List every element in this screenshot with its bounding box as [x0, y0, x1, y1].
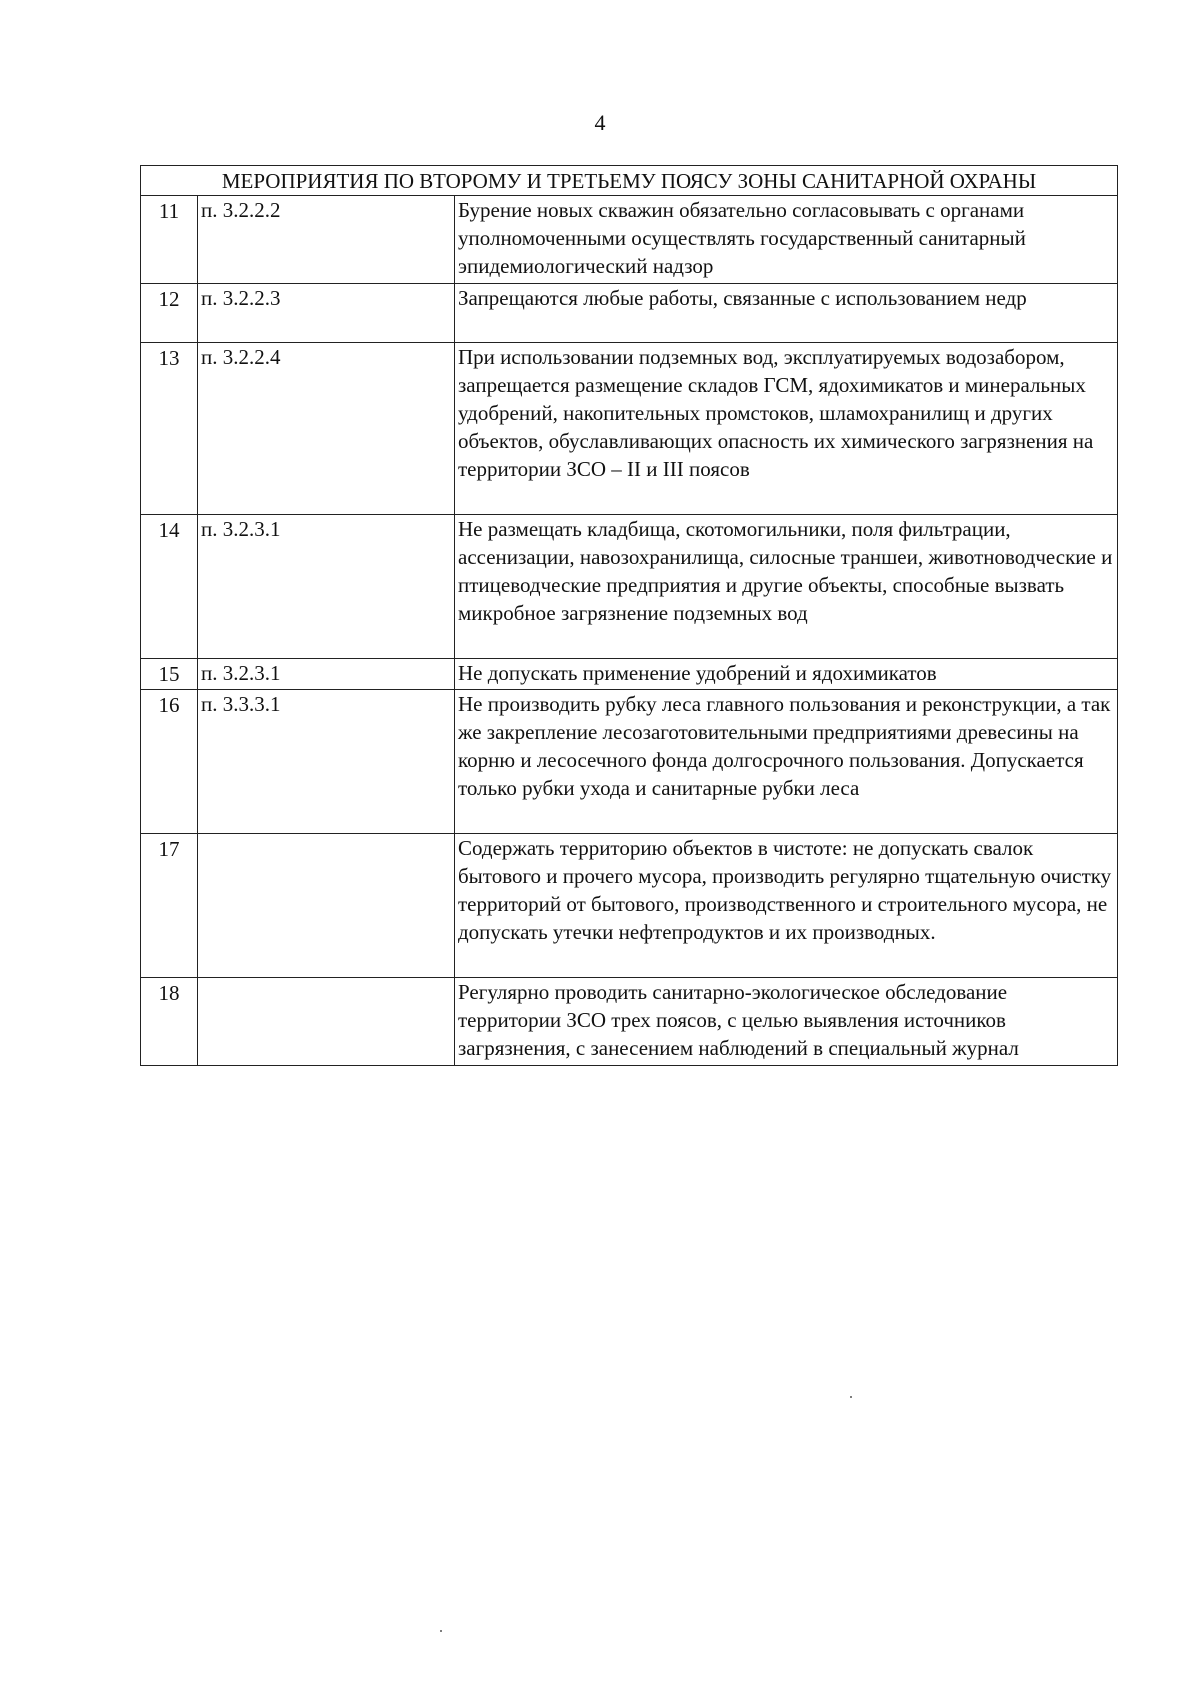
table-row — [141, 196, 1118, 284]
row-number: 13 — [141, 343, 198, 515]
row-text: Содержать территорию объектов в чистоте: не допускать свалок бытового и прочего мусора, производить регулярно тщательную очистку территорий от бытового, производственного и строительного мусора, не допускать утечки нефтепродуктов и их производных. — [455, 834, 1118, 978]
row-clause — [198, 978, 455, 1066]
row-text: При использовании подземных вод, эксплуатируемых водозабором, запрещается размещение складов ГСМ, ядохимикатов и минеральных удобрений, накопительных промстоков, шламохранилищ и других объектов, обуславливающих опасность их химического загрязнения на территории ЗСО – II и III поясов — [455, 343, 1118, 515]
scan-speck — [440, 1630, 442, 1632]
row-text: Не размещать кладбища, скотомогильники, поля фильтрации, ассенизации, навозохранилища, силосные траншеи, животноводческие и птицеводческие предприятия и другие объекты, способные вызвать микробное загрязнение подземных вод — [455, 515, 1118, 659]
row-clause: п. 3.2.2.2 — [198, 196, 455, 284]
row-number: 16 — [141, 690, 198, 834]
row-clause — [198, 834, 455, 978]
row-number: 14 — [141, 515, 198, 659]
row-text: Не производить рубку леса главного пользования и реконструкции, а так же закрепление лесозаготовительными предприятиями древесины на корню и лесосечного фонда долгосрочного пользования. Допускается только рубки ухода и санитарные рубки леса — [455, 690, 1118, 834]
table-header-row — [141, 166, 1118, 196]
row-text: Запрещаются любые работы, связанные с использованием недр — [455, 284, 1118, 343]
page-number: 4 — [594, 110, 606, 135]
row-number: 18 — [141, 978, 198, 1066]
row-clause: п. 3.3.3.1 — [198, 690, 455, 834]
row-text: Бурение новых скважин обязательно согласовывать с органами уполномоченными осуществлять государственный санитарный эпидемиологический надзор — [455, 196, 1118, 284]
table-row — [141, 690, 1118, 834]
row-clause: п. 3.2.3.1 — [198, 659, 455, 690]
row-number: 15 — [141, 659, 198, 690]
table-row — [141, 659, 1118, 690]
table-row — [141, 978, 1118, 1066]
table-row — [141, 284, 1118, 343]
row-number: 12 — [141, 284, 198, 343]
table-row — [141, 343, 1118, 515]
scan-speck — [850, 1396, 852, 1398]
table-row — [141, 834, 1118, 978]
row-clause: п. 3.2.2.3 — [198, 284, 455, 343]
row-text: Регулярно проводить санитарно-экологическое обследование территории ЗСО трех поясов, с целью выявления источников загрязнения, с занесением наблюдений в специальный журнал — [455, 978, 1118, 1066]
row-number: 11 — [141, 196, 198, 284]
row-clause: п. 3.2.2.4 — [198, 343, 455, 515]
table-row — [141, 515, 1118, 659]
row-text: Не допускать применение удобрений и ядохимикатов — [455, 659, 1118, 690]
row-number: 17 — [141, 834, 198, 978]
measures-table — [140, 165, 1118, 1066]
row-clause: п. 3.2.3.1 — [198, 515, 455, 659]
table-header: МЕРОПРИЯТИЯ ПО ВТОРОМУ И ТРЕТЬЕМУ ПОЯСУ ЗОНЫ САНИТАРНОЙ ОХРАНЫ — [141, 166, 1118, 196]
